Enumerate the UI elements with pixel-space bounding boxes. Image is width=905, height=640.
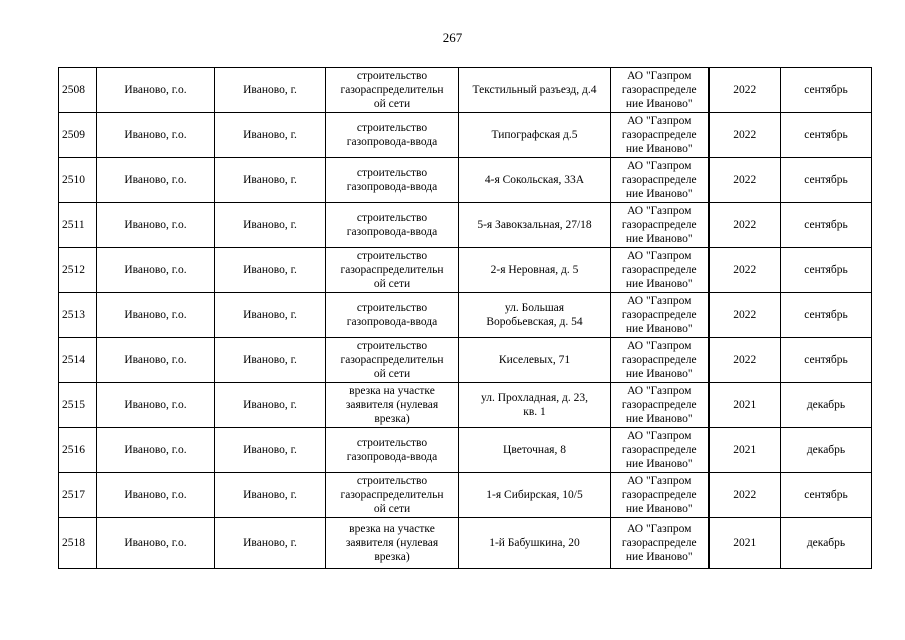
table-row (59, 113, 872, 158)
table-row (59, 428, 872, 473)
municipality-cell: Иваново, г.о. (97, 518, 215, 569)
year-cell: 2022 (709, 473, 781, 518)
locality-cell: Иваново, г. (215, 293, 326, 338)
work-type-cell: строительство газораспределительн ой сети (326, 338, 459, 383)
locality-cell: Иваново, г. (215, 338, 326, 383)
table-row (59, 338, 872, 383)
year-cell: 2022 (709, 293, 781, 338)
locality-cell: Иваново, г. (215, 248, 326, 293)
row-number-cell: 2513 (59, 293, 97, 338)
locality-cell: Иваново, г. (215, 68, 326, 113)
address-cell: Цветочная, 8 (459, 428, 611, 473)
year-cell: 2022 (709, 68, 781, 113)
work-type-cell: строительство газораспределительн ой сети (326, 68, 459, 113)
locality-cell: Иваново, г. (215, 113, 326, 158)
address-cell: 1-й Бабушкина, 20 (459, 518, 611, 569)
work-type-cell: врезка на участке заявителя (нулевая врезка) (326, 383, 459, 428)
address-cell: ул. Прохладная, д. 23, кв. 1 (459, 383, 611, 428)
row-number-cell: 2517 (59, 473, 97, 518)
registry-table (58, 67, 872, 569)
month-cell: сентябрь (781, 473, 872, 518)
year-cell: 2021 (709, 383, 781, 428)
municipality-cell: Иваново, г.о. (97, 158, 215, 203)
row-number-cell: 2518 (59, 518, 97, 569)
municipality-cell: Иваново, г.о. (97, 428, 215, 473)
table-row (59, 158, 872, 203)
address-cell: 1-я Сибирская, 10/5 (459, 473, 611, 518)
month-cell: сентябрь (781, 158, 872, 203)
month-cell: декабрь (781, 428, 872, 473)
work-type-cell: врезка на участке заявителя (нулевая врезка) (326, 518, 459, 569)
locality-cell: Иваново, г. (215, 203, 326, 248)
row-number-cell: 2509 (59, 113, 97, 158)
row-number-cell: 2508 (59, 68, 97, 113)
municipality-cell: Иваново, г.о. (97, 473, 215, 518)
year-cell: 2021 (709, 428, 781, 473)
table-row (59, 203, 872, 248)
row-number-cell: 2511 (59, 203, 97, 248)
year-cell: 2022 (709, 248, 781, 293)
month-cell: сентябрь (781, 338, 872, 383)
organization-cell: АО "Газпром газораспределе ние Иваново" (611, 293, 709, 338)
work-type-cell: строительство газопровода-ввода (326, 428, 459, 473)
table-row (59, 383, 872, 428)
work-type-cell: строительство газораспределительн ой сети (326, 473, 459, 518)
table-body (59, 68, 872, 569)
address-cell: 4-я Сокольская, 33А (459, 158, 611, 203)
municipality-cell: Иваново, г.о. (97, 248, 215, 293)
locality-cell: Иваново, г. (215, 158, 326, 203)
municipality-cell: Иваново, г.о. (97, 68, 215, 113)
address-cell: Текстильный разъезд, д.4 (459, 68, 611, 113)
municipality-cell: Иваново, г.о. (97, 338, 215, 383)
table-row (59, 518, 872, 569)
work-type-cell: строительство газопровода-ввода (326, 158, 459, 203)
locality-cell: Иваново, г. (215, 383, 326, 428)
row-number-cell: 2514 (59, 338, 97, 383)
locality-cell: Иваново, г. (215, 473, 326, 518)
organization-cell: АО "Газпром газораспределе ние Иваново" (611, 518, 709, 569)
year-cell: 2022 (709, 203, 781, 248)
year-cell: 2022 (709, 113, 781, 158)
locality-cell: Иваново, г. (215, 428, 326, 473)
organization-cell: АО "Газпром газораспределе ние Иваново" (611, 248, 709, 293)
address-cell: 2-я Неровная, д. 5 (459, 248, 611, 293)
month-cell: сентябрь (781, 293, 872, 338)
row-number-cell: 2515 (59, 383, 97, 428)
address-cell: Типографская д.5 (459, 113, 611, 158)
address-cell: Киселевых, 71 (459, 338, 611, 383)
municipality-cell: Иваново, г.о. (97, 383, 215, 428)
year-cell: 2021 (709, 518, 781, 569)
organization-cell: АО "Газпром газораспределе ние Иваново" (611, 113, 709, 158)
municipality-cell: Иваново, г.о. (97, 203, 215, 248)
table-row (59, 293, 872, 338)
organization-cell: АО "Газпром газораспределе ние Иваново" (611, 473, 709, 518)
row-number-cell: 2512 (59, 248, 97, 293)
month-cell: сентябрь (781, 248, 872, 293)
organization-cell: АО "Газпром газораспределе ние Иваново" (611, 428, 709, 473)
year-cell: 2022 (709, 158, 781, 203)
page-number: 267 (442, 30, 463, 45)
work-type-cell: строительство газопровода-ввода (326, 293, 459, 338)
year-cell: 2022 (709, 338, 781, 383)
address-cell: ул. Большая Воробьевская, д. 54 (459, 293, 611, 338)
month-cell: сентябрь (781, 113, 872, 158)
organization-cell: АО "Газпром газораспределе ние Иваново" (611, 68, 709, 113)
organization-cell: АО "Газпром газораспределе ние Иваново" (611, 203, 709, 248)
month-cell: декабрь (781, 383, 872, 428)
address-cell: 5-я Завокзальная, 27/18 (459, 203, 611, 248)
work-type-cell: строительство газопровода-ввода (326, 113, 459, 158)
month-cell: сентябрь (781, 203, 872, 248)
organization-cell: АО "Газпром газораспределе ние Иваново" (611, 383, 709, 428)
month-cell: декабрь (781, 518, 872, 569)
organization-cell: АО "Газпром газораспределе ние Иваново" (611, 158, 709, 203)
table-row (59, 473, 872, 518)
municipality-cell: Иваново, г.о. (97, 113, 215, 158)
table-row (59, 248, 872, 293)
work-type-cell: строительство газораспределительн ой сети (326, 248, 459, 293)
month-cell: сентябрь (781, 68, 872, 113)
row-number-cell: 2516 (59, 428, 97, 473)
work-type-cell: строительство газопровода-ввода (326, 203, 459, 248)
municipality-cell: Иваново, г.о. (97, 293, 215, 338)
table-row (59, 68, 872, 113)
organization-cell: АО "Газпром газораспределе ние Иваново" (611, 338, 709, 383)
locality-cell: Иваново, г. (215, 518, 326, 569)
row-number-cell: 2510 (59, 158, 97, 203)
